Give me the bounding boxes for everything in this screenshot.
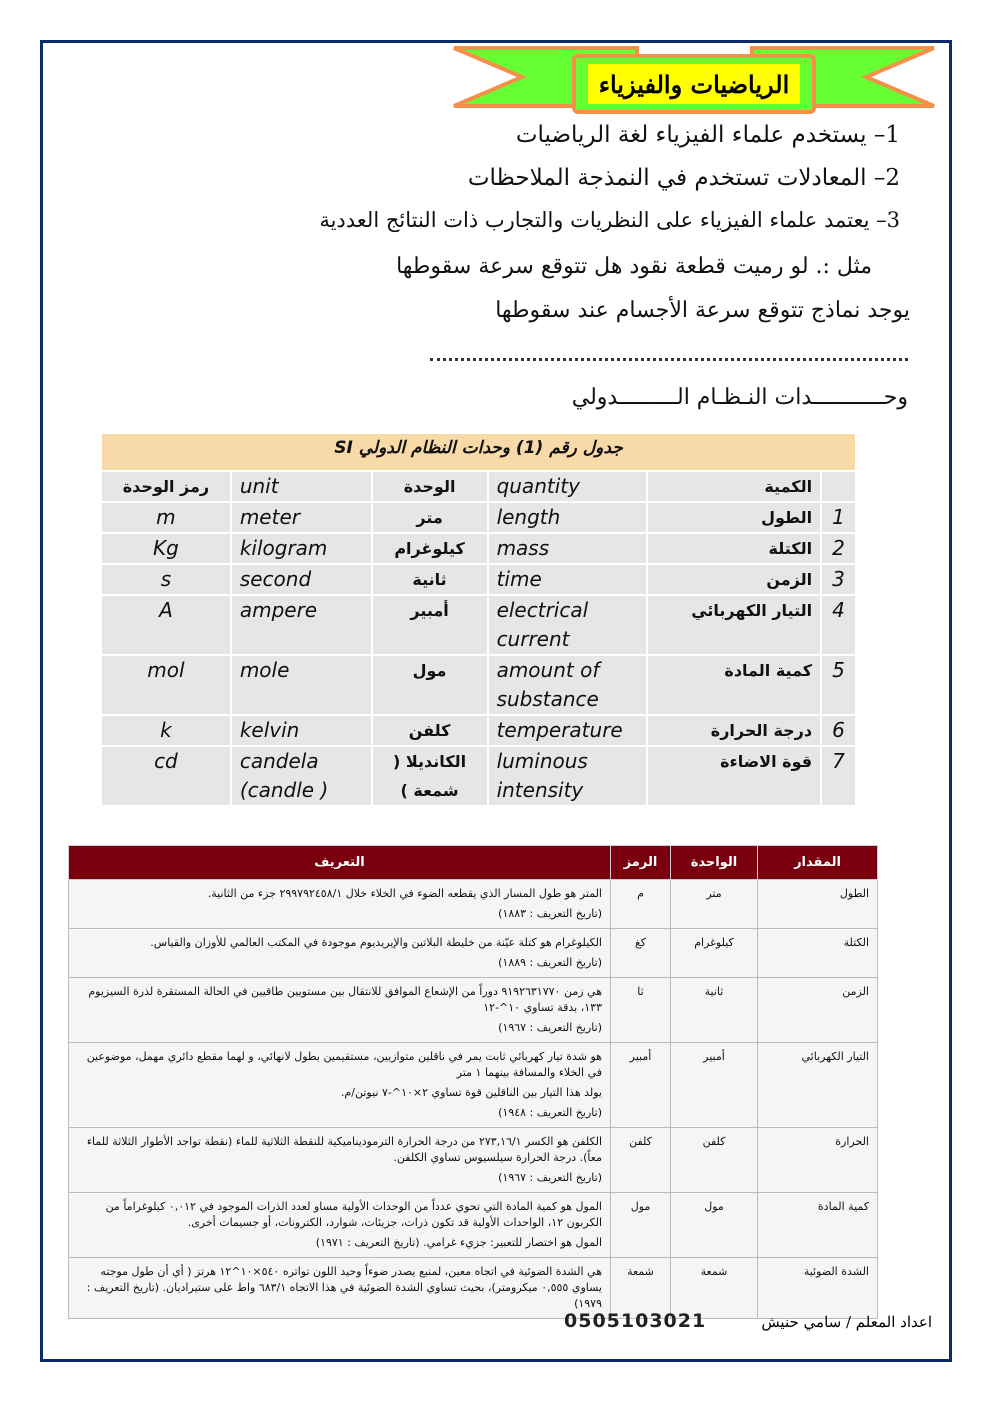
definition-text: هو شدة تيار كهربائي ثابت يمر في ناقلين متوازيين، مستقيمين بطول لانهائي، و لهما مقطع دائري مهمل، موضوعين في الخلاء والمسافة بينهما ١ متر: [86, 1050, 602, 1079]
symbol-cell: ثا: [611, 978, 671, 1043]
quantity-cell: الزمن: [758, 978, 878, 1043]
header-symbol: الرمز: [611, 846, 671, 880]
table-row: [102, 656, 855, 714]
symbol-cell: شمعة: [611, 1258, 671, 1319]
row-number: 1: [822, 503, 855, 532]
table-row: [102, 716, 855, 745]
point-2: 2– المعادلات تستخدم في النمذجة الملاحظات: [467, 165, 900, 191]
header-quantity: quantity: [489, 472, 646, 501]
quantity-cell: كمية المادة: [758, 1193, 878, 1258]
row-number: 2: [822, 534, 855, 563]
title-banner: [452, 44, 936, 114]
table-caption: جدول رقم (1) وحدات النظام الدولي SI: [102, 434, 855, 470]
table-row: [69, 1128, 878, 1193]
unit-name-ar: أمبير: [373, 596, 487, 654]
unit-name: ampere: [232, 596, 371, 654]
symbol-cell: م: [611, 880, 671, 929]
quantity-name-ar: كمية المادة: [648, 656, 820, 714]
quantity-name-ar: الزمن: [648, 565, 820, 594]
unit-name-ar: ثانية: [373, 565, 487, 594]
quantity-name-ar: الطول: [648, 503, 820, 532]
definition-cell: [69, 1043, 611, 1128]
header-symbol: رمز الوحدة: [102, 472, 230, 501]
unit-symbol: A: [102, 596, 230, 654]
unit-symbol: m: [102, 503, 230, 532]
header-number: [822, 472, 855, 501]
unit-cell: ثانية: [671, 978, 758, 1043]
symbol-cell: كلفن: [611, 1128, 671, 1193]
unit-name: candela (candle ): [232, 747, 371, 805]
header-quantity-ar: الكمية: [648, 472, 820, 501]
table-header-row: [69, 846, 878, 880]
row-number: 3: [822, 565, 855, 594]
table-row: [102, 565, 855, 594]
quantity-name: luminous intensity: [489, 747, 646, 805]
table-row: [102, 534, 855, 563]
definition-date: (تاريخ التعريف : ١٩٤٨): [498, 1106, 602, 1119]
section-title: وحـــــــــــدات النـظـام الـــــــــدولي: [571, 385, 908, 410]
table-header-row: [102, 472, 855, 501]
table-row: [69, 880, 878, 929]
unit-name-ar: الكانديلا ( شمعة ): [373, 747, 487, 805]
unit-name-ar: مول: [373, 656, 487, 714]
unit-name: kilogram: [232, 534, 371, 563]
definition-cell: [69, 1193, 611, 1258]
unit-name: mole: [232, 656, 371, 714]
unit-name-ar: كلفن: [373, 716, 487, 745]
definition-text: الكلفن هو الكسر ٢٧٣,١٦/١ من درجة الحرارة الترموديناميكية للنقطة الثلاثية للماء (نقطة تواجد الأطوار الثلاثة للماء معاً). درجة الحرارة سيلسيوس تساوي الكلفن.: [86, 1135, 602, 1164]
quantity-cell: التيار الكهربائي: [758, 1043, 878, 1128]
unit-cell: أمبير: [671, 1043, 758, 1128]
symbol-cell: مول: [611, 1193, 671, 1258]
definition-cell: [69, 1128, 611, 1193]
unit-name: kelvin: [232, 716, 371, 745]
definition-cell: [69, 978, 611, 1043]
unit-symbol: s: [102, 565, 230, 594]
definition-text: هي زمن ٩١٩٢٦٣١٧٧٠ دوراً من الإشعاع الموافق للانتقال بين مستويين طاقيين في الحالة المستقرة لذرة السيزيوم ١٣٣، بدقة تساوي ١٠^-١٢: [88, 985, 602, 1014]
quantity-cell: الحرارة: [758, 1128, 878, 1193]
definition-date: (تاريخ التعريف : ١٩٦٧): [498, 1021, 602, 1034]
quantity-cell: الشدة الضوئية: [758, 1258, 878, 1319]
quantity-name: length: [489, 503, 646, 532]
header-unit: الواحدة: [671, 846, 758, 880]
table-row: [102, 596, 855, 654]
quantity-name-ar: درجة الحرارة: [648, 716, 820, 745]
example-text: مثل :. لو رميت قطعة نقود هل تتوقع سرعة سقوطها: [396, 254, 872, 279]
definition-text: المتر هو طول المسار الذي يقطعه الضوء في الخلاء خلال ٢٩٩٧٩٢٤٥٨/١ جزء من الثانية.: [207, 887, 602, 900]
definition-date: (تاريخ التعريف : ١٩٦٧): [498, 1171, 602, 1184]
unit-symbol: mol: [102, 656, 230, 714]
quantity-name: temperature: [489, 716, 646, 745]
definition-cell: [69, 929, 611, 978]
quantity-name-ar: التيار الكهربائي: [648, 596, 820, 654]
unit-symbol: k: [102, 716, 230, 745]
definition-date: (تاريخ التعريف : ١٨٨٣): [498, 907, 602, 920]
definition-text: المول هو كمية المادة التي تحوي عدداً من الوحدات الأولية مساو لعدد الذرات الموجود في ٠,٠١٢ كيلوغراماً من الكربون ١٢، الواحدات الأولية قد تكون ذرات، جزيئات، شوارد، الكترونات، أو جسيمات أخرى.: [105, 1200, 602, 1229]
quantity-name: electrical current: [489, 596, 646, 654]
quantity-name-ar: قوة الاضاءة: [648, 747, 820, 805]
symbol-cell: أمبير: [611, 1043, 671, 1128]
row-number: 6: [822, 716, 855, 745]
definition-date: (تاريخ التعريف : ١٨٨٩): [498, 956, 602, 969]
unit-name: meter: [232, 503, 371, 532]
header-definition: التعريف: [69, 846, 611, 880]
quantity-name: time: [489, 565, 646, 594]
table-row: [102, 503, 855, 532]
header-unit-ar: الوحدة: [373, 472, 487, 501]
definition-cell: [69, 1258, 611, 1319]
author-credit: اعداد المعلم / سامي حنيش: [761, 1313, 932, 1331]
definition-cell: [69, 880, 611, 929]
symbol-cell: كغ: [611, 929, 671, 978]
quantity-cell: الطول: [758, 880, 878, 929]
phone-number: 0505103021: [564, 1310, 707, 1332]
models-text: يوجد نماذج تتوقع سرعة الأجسام عند سقوطها: [495, 298, 910, 323]
quantity-name-ar: الكتلة: [648, 534, 820, 563]
quantity-name: amount of substance: [489, 656, 646, 714]
unit-cell: كيلوغرام: [671, 929, 758, 978]
quantity-cell: الكتلة: [758, 929, 878, 978]
table-row: [69, 929, 878, 978]
header-unit: unit: [232, 472, 371, 501]
unit-name: second: [232, 565, 371, 594]
point-3: 3– يعتمد علماء الفيزياء على النظريات والتجارب ذات النتائج العددية: [319, 208, 900, 232]
unit-cell: شمعة: [671, 1258, 758, 1319]
unit-cell: مول: [671, 1193, 758, 1258]
definition-date: المول هو اختصار للتعبير: جزيء غرامي. (تاريخ التعريف : ١٩٧١): [315, 1236, 602, 1249]
table-row: [102, 747, 855, 805]
unit-name-ar: كيلوغرام: [373, 534, 487, 563]
unit-cell: كلفن: [671, 1128, 758, 1193]
row-number: 5: [822, 656, 855, 714]
row-number: 7: [822, 747, 855, 805]
quantity-name: mass: [489, 534, 646, 563]
si-definitions-table: [68, 845, 878, 1319]
unit-name-ar: متر: [373, 503, 487, 532]
definition-text: هي الشدة الضوئية في اتجاه معين، لمنبع يصدر ضوءاً وحيد اللون تواتره ٥٤٠×١٠^١٢ هرتز ( أي أن طول موجته يساوي ٠,٥٥٥ ميكرومتر)، بحيث تساوي الشدة الضوئية في هذا الاتجاه ٦٨٣/١ واط على ستيراديان. (تاريخ التعريف : ١٩٧٩): [86, 1265, 602, 1310]
unit-symbol: Kg: [102, 534, 230, 563]
si-units-table: [100, 432, 857, 807]
row-number: 4: [822, 596, 855, 654]
table-row: [69, 1193, 878, 1258]
dotted-divider: [430, 358, 908, 361]
table-row: [69, 978, 878, 1043]
definition-text: الكيلوغرام هو كتلة عيّنة من خليطة البلاتين والإيريديوم موجودة في المكتب العالمي للأوزان والقياس.: [150, 936, 602, 949]
unit-symbol: cd: [102, 747, 230, 805]
unit-cell: متر: [671, 880, 758, 929]
header-quantity: المقدار: [758, 846, 878, 880]
definition-extra: يولد هذا التيار بين الناقلين قوة تساوي ٢×١٠^-٧ نيوتن/م.: [340, 1086, 602, 1099]
page-title: الرياضيات والفيزياء: [598, 70, 790, 99]
table-row: [69, 1043, 878, 1128]
table-row: [69, 1258, 878, 1319]
point-1: 1– يستخدم علماء الفيزياء لغة الرياضيات: [515, 122, 900, 148]
